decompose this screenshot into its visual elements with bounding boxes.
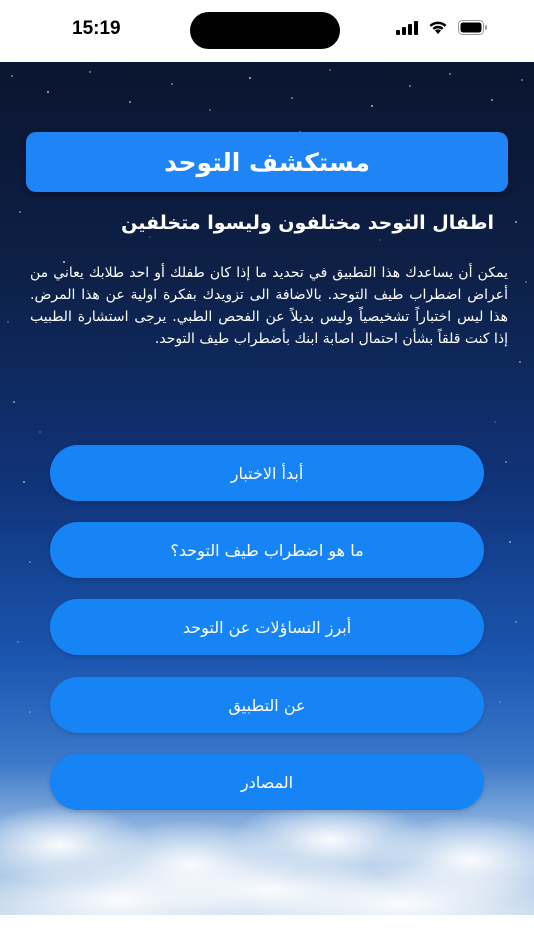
about-app-label: عن التطبيق	[228, 695, 306, 715]
battery-icon	[458, 20, 488, 39]
wifi-icon	[428, 20, 448, 39]
start-test-label: أبدأ الاختبار	[230, 463, 304, 483]
cellular-signal-icon	[396, 20, 418, 39]
app-description: يمكن أن يساعدك هذا التطبيق في تحديد ما إذا كان طفلك أو احد طلابك يعاني من أعراض اضطراب طيف التوحد. بالاضافة الى تزويدك بفكرة اولية عن هذا المرض. هذا ليس اختباراً تشخيصياً وليس بديلاً عن الفحص الطبي. يرجى استشارة الطبيب إذا كنت قلقاً بشأن احتمال اصابة ابنك بأضطراب طيف التوحد.	[30, 265, 508, 347]
start-test-button[interactable]	[50, 445, 484, 501]
dynamic-island	[190, 12, 340, 49]
app-title-banner: مستكشف التوحد	[26, 132, 508, 192]
about-app-button[interactable]	[50, 677, 484, 733]
what-is-asd-button[interactable]	[50, 522, 484, 578]
sources-button[interactable]	[50, 754, 484, 810]
faq-button[interactable]	[50, 599, 484, 655]
status-icons	[396, 20, 488, 39]
sources-label: المصادر	[240, 772, 294, 792]
status-time: 15:19	[72, 18, 121, 39]
what-is-asd-label: ما هو اضطراب طيف التوحد؟	[170, 540, 364, 560]
home-indicator-area	[0, 915, 534, 950]
app-subtitle: اطفال التوحد مختلفون وليسوا متخلفين	[121, 212, 494, 234]
status-bar	[0, 0, 534, 62]
faq-label: أبرز التساؤلات عن التوحد	[182, 617, 352, 637]
